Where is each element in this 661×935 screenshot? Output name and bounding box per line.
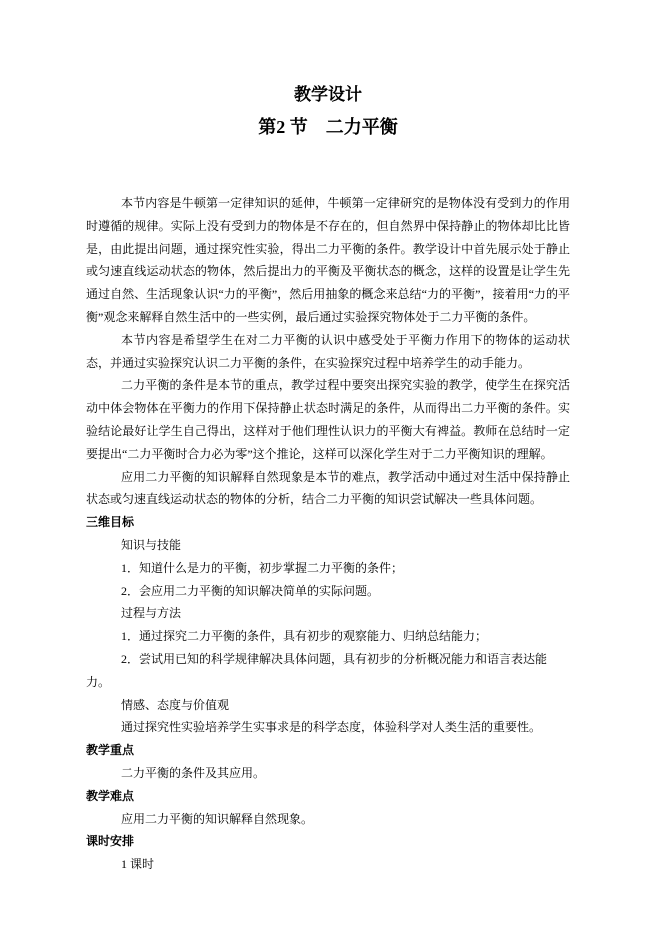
section-heading-teaching-difficulty: 教学难点 bbox=[86, 788, 135, 803]
section-title: 第2 节 二力平衡 bbox=[258, 117, 398, 137]
list-item: 1．知道什么是力的平衡，初步掌握二力平衡的条件； bbox=[121, 560, 404, 575]
body-paragraph: 1 课时 bbox=[121, 857, 155, 872]
sub-heading-emotion-attitude-values: 情感、态度与价值观 bbox=[121, 697, 230, 712]
sub-heading-knowledge-skills: 知识与技能 bbox=[121, 537, 182, 552]
body-paragraph: 应用二力平衡的知识解释自然现象是本节的难点，教学活动中通过对生活中保持静止状态或匀速直线运动状态的物体的分析，结合二力平衡的知识尝试解决一些具体问题。 bbox=[86, 469, 570, 507]
body-paragraph: 二力平衡的条件是本节的重点，教学过程中要突出探究实验的教学，使学生在探究活动中体会物体在平衡力的作用下保持静止状态时满足的条件，从而得出二力平衡的条件。实验结论最好让学生自己得出，这样对于他们理性认识力的平衡大有裨益。教师在总结时一定要提出“二力平衡时合力必为零”这个推论，这样可以深化学生对于二力平衡知识的理解。 bbox=[86, 378, 570, 461]
body-paragraph: 本节内容是希望学生在对二力平衡的认识中感受处于平衡力作用下的物体的运动状态，并通过实验探究认识二力平衡的条件，在实验探究过程中培养学生的动手能力。 bbox=[86, 332, 570, 370]
page-title: 教学设计 bbox=[294, 85, 362, 104]
body-paragraph: 通过探究性实验培养学生实事求是的科学态度，体验科学对人类生活的重要性。 bbox=[121, 720, 542, 735]
section-heading-three-dimensional-goals: 三维目标 bbox=[86, 515, 135, 530]
section-heading-class-schedule: 课时安排 bbox=[86, 834, 135, 849]
sub-heading-process-methods: 过程与方法 bbox=[121, 606, 182, 621]
list-item: 1．通过探究二力平衡的条件，具有初步的观察能力、归纳总结能力； bbox=[121, 629, 488, 644]
list-item: 2．尝试用已知的科学规律解决具体问题，具有初步的分析概况能力和语言表达能力。 bbox=[86, 651, 548, 689]
body-paragraph: 二力平衡的条件及其应用。 bbox=[121, 765, 266, 780]
body-paragraph: 应用二力平衡的知识解释自然现象。 bbox=[121, 811, 314, 826]
body-paragraph: 本节内容是牛顿第一定律知识的延伸，牛顿第一定律研究的是物体没有受到力的作用时遵循的规律。实际上没有受到力的物体是不存在的，但自然界中保持静止的物体却比比皆是，由此提出问题，通过探究性实验，得出二力平衡的条件。教学设计中首先展示处于静止或匀速直线运动状态的物体，然后提出力的平衡及平衡状态的概念，这样的设置是让学生先通过自然、生活现象认识“力的平衡”，然后用抽象的概念来总结“力的平衡”，接着用“力的平衡”观念来解释自然生活中的一些实例，最后通过实验探究物体处于二力平衡的条件。 bbox=[86, 196, 570, 324]
list-item: 2．会应用二力平衡的知识解决简单的实际问题。 bbox=[121, 583, 380, 598]
section-heading-teaching-focus: 教学重点 bbox=[86, 743, 135, 758]
